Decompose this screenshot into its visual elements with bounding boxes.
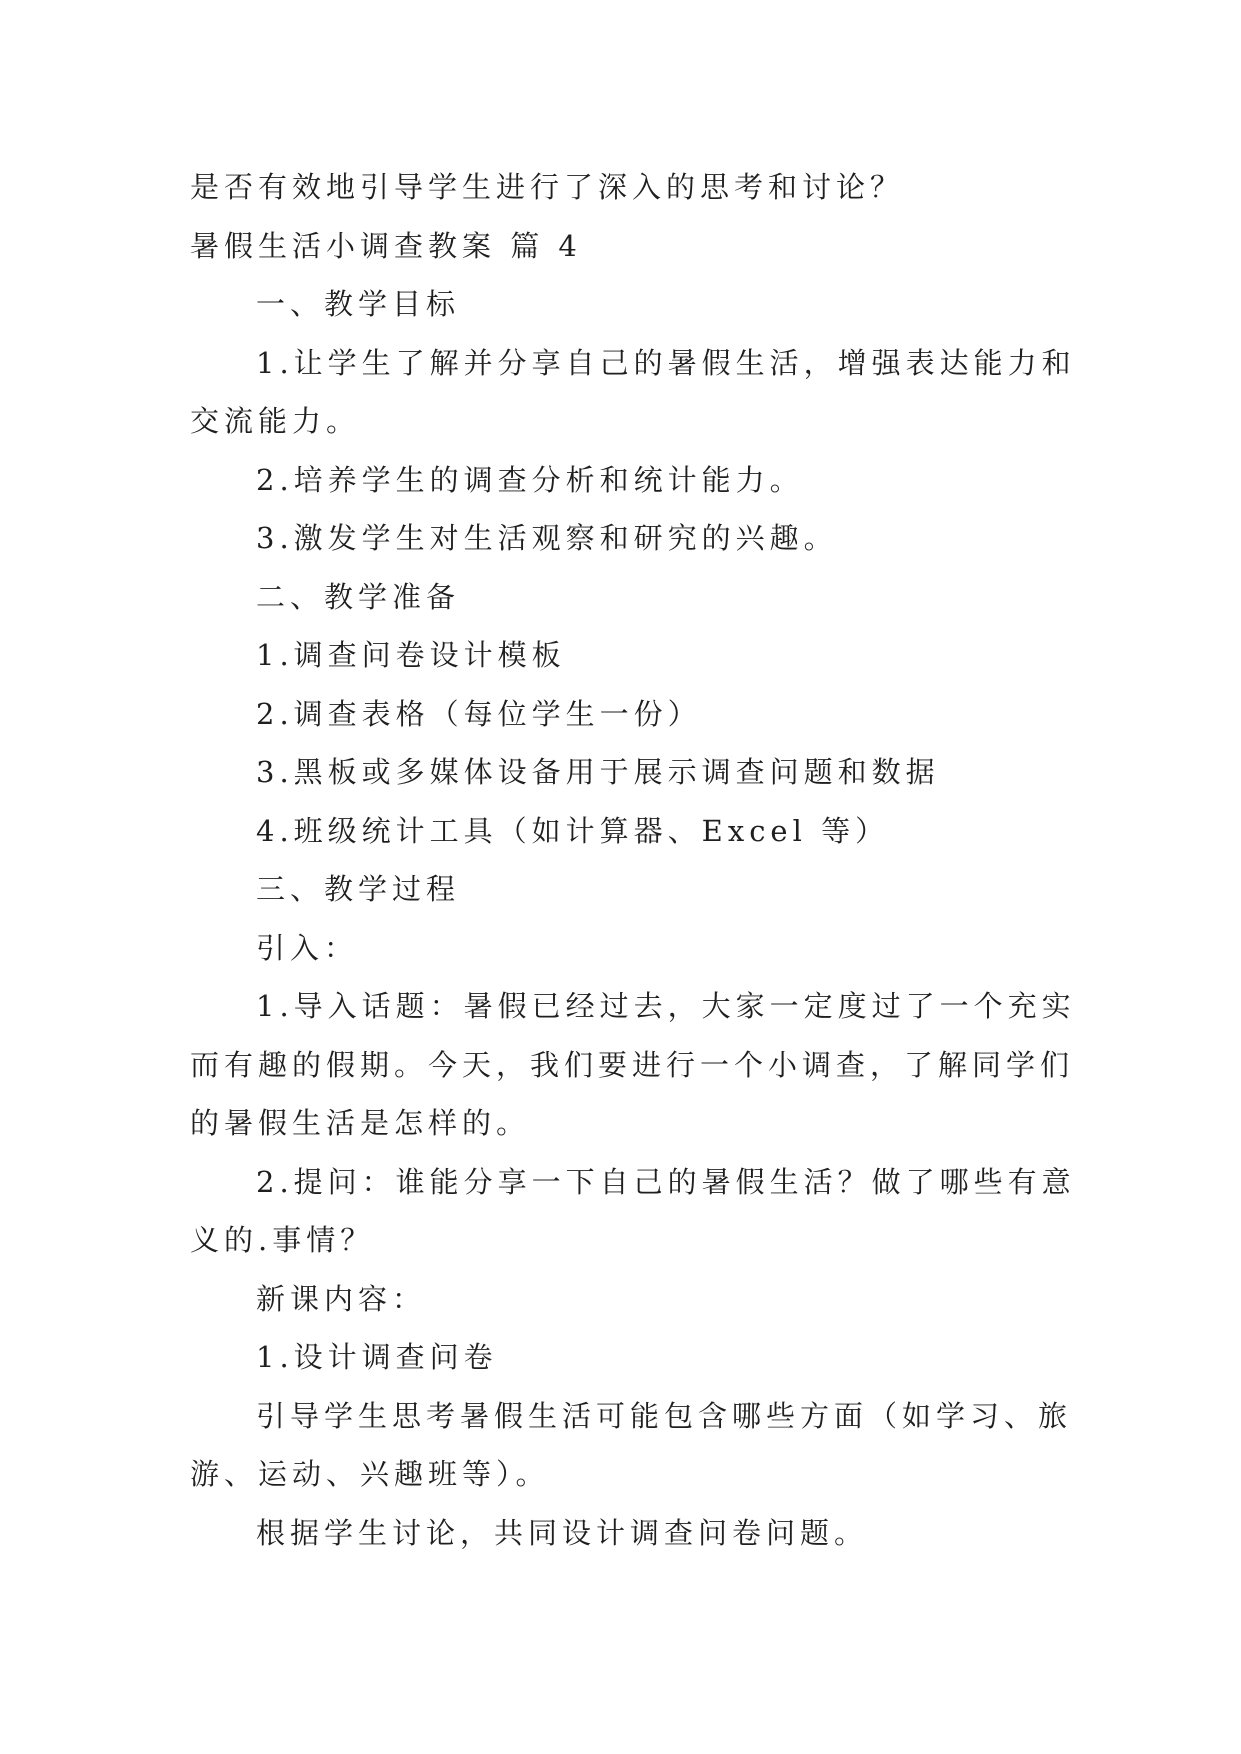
text-line: 1.让学生了解并分享自己的暑假生活，增强表达能力和 [256,345,1076,380]
document-page [190,158,1076,1562]
subheading: 新课内容： [256,1281,427,1316]
text-line: 1.导入话题：暑假已经过去，大家一定度过了一个充实 [256,989,1076,1023]
section-title: 暑假生活小调查教案 篇 4 [190,228,582,263]
list-item: 2.调查表格（每位学生一份） [256,696,702,731]
text-line: 的暑假生活是怎样的。 [190,1106,531,1140]
heading: 二、教学准备 [256,579,461,614]
text-line: 而有趣的假期。今天，我们要进行一个小调查，了解同学们 [190,1047,1075,1082]
list-item: 1.调查问卷设计模板 [256,638,566,672]
text-line: 游、运动、兴趣班等）。 [190,1457,550,1491]
subheading: 引入： [256,930,359,965]
text-line: 是否有效地引导学生进行了深入的思考和讨论？ [190,170,905,204]
text-line: 引导学生思考暑假生活可能包含哪些方面（如学习、旅 [256,1398,1073,1433]
text-line: 2.培养学生的调查分析和统计能力。 [256,462,804,497]
text-line: 义的.事情？ [190,1223,375,1257]
list-item: 3.黑板或多媒体设备用于展示调查问题和数据 [256,755,940,789]
text-line: 根据学生讨论，共同设计调查问卷问题。 [256,1515,869,1550]
text-line: 2.提问：谁能分享一下自己的暑假生活？做了哪些有意 [256,1164,1076,1199]
text-line: 交流能力。 [190,404,361,438]
list-item: 4.班级统计工具（如计算器、Excel 等） [256,813,890,848]
heading: 三、教学过程 [256,872,461,906]
heading: 一、教学目标 [256,287,461,321]
text-line: 3.激发学生对生活观察和研究的兴趣。 [256,521,838,555]
list-item: 1.设计调查问卷 [256,1340,498,1374]
